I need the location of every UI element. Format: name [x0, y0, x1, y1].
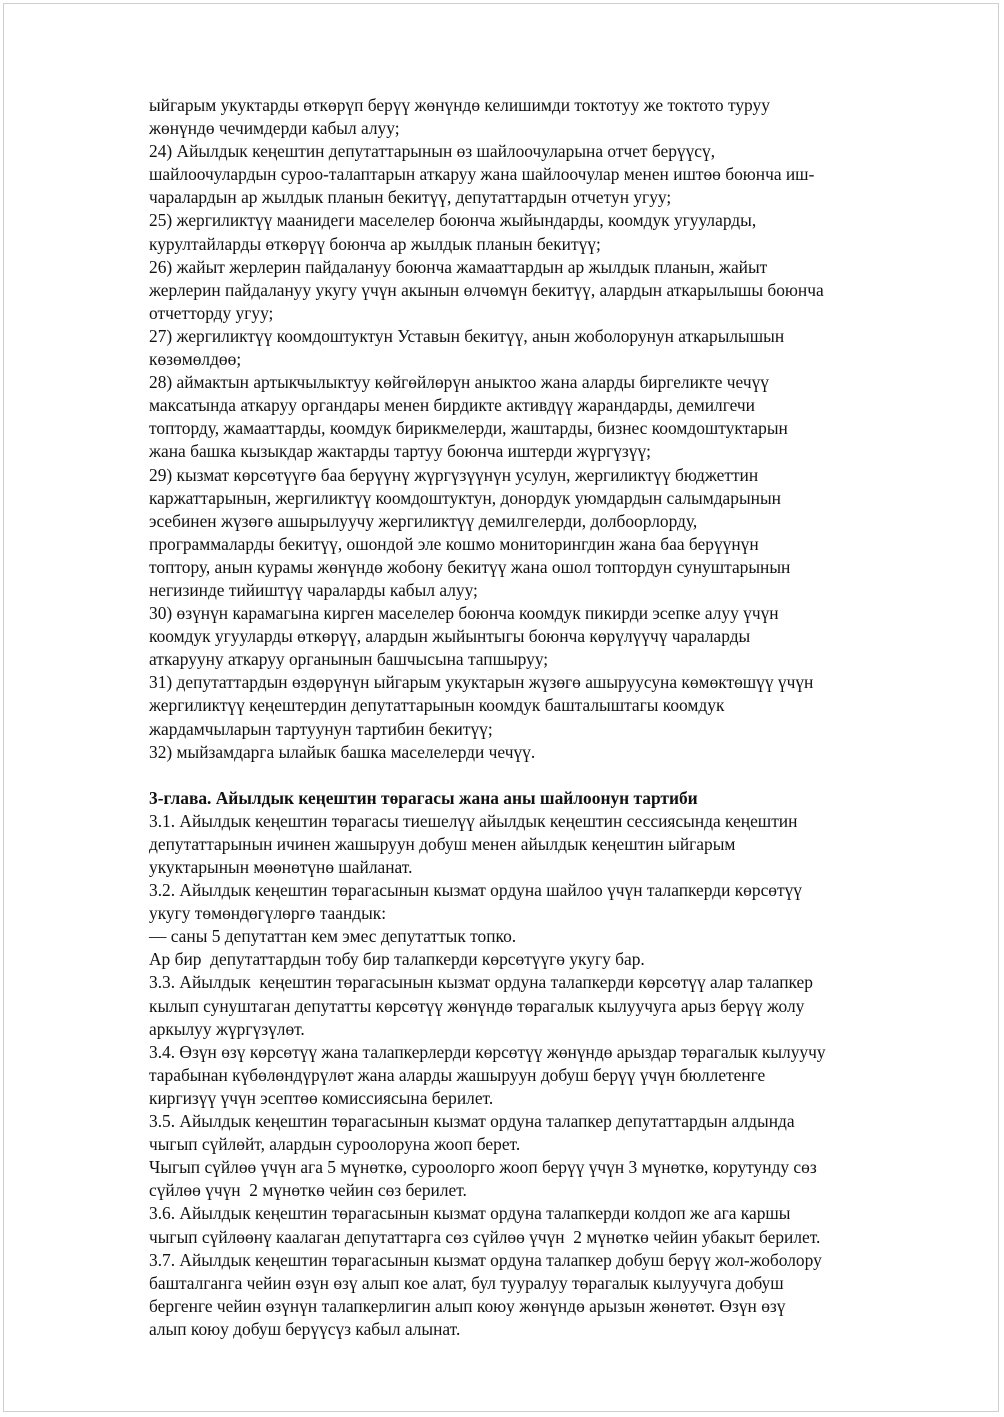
text-line: алып коюу добуш берүүсүз кабыл алынат.	[149, 1318, 461, 1339]
text-line: көзөмөлдөө;	[149, 349, 242, 370]
text-line: отчетторду угуу;	[149, 302, 274, 323]
text-line: депутаттарынын ичинен жашыруун добуш менен айылдык кеңештин ыйгарым	[149, 833, 736, 854]
text-line: чыгып сүйлөөнү каалаган депутаттарга сөз сүйлөө үчүн 2 мүнөткө чейин убакыт берилет.	[149, 1226, 821, 1247]
text-line: 3.1. Айылдык кеңештин төрагасы тиешелүү айылдык кеңештин сессиясында кеңештин	[149, 810, 798, 831]
text-line: аткарууну аткаруу органынын башчысына тапшыруу;	[149, 649, 549, 670]
text-line: 3.4. Өзүн өзү көрсөтүү жана талапкерлерди көрсөтүү жөнүндө арыздар төрагалык кылуучу	[149, 1041, 826, 1062]
text-line: топторду, жамааттарды, коомдук бирикмелерди, жаштарды, бизнес коомдоштуктарын	[149, 418, 788, 439]
text-line: Чыгып сүйлөө үчүн ага 5 мүнөткө, суроолорго жооп берүү үчүн 3 мүнөткө, корутунду сөз	[149, 1157, 817, 1178]
text-line: шайлоочулардын суроо-талаптарын аткаруу жана шайлоочулар менен иштөө боюнча иш-	[149, 164, 815, 185]
text-line: тарабынан күбөлөндүрүлөт жана аларды жашыруун добуш берүү үчүн бюллетенге	[149, 1064, 766, 1085]
chapter-section	[149, 810, 949, 1341]
text-line: 29) кызмат көрсөтүүгө баа берүүнү жүргүзүүнүн усулун, жергиликтүү бюджеттин	[149, 464, 759, 485]
text-line: бергенге чейин өзүнүн талапкерлигин алып коюу жөнүндө арызын жөнөтөт. Өзүн өзү	[149, 1295, 786, 1316]
text-line: башталганга чейин өзүн өзү алып кое алат, бул тууралуу төрагалык кылуучуга добуш	[149, 1272, 784, 1293]
text-line: жардамчыларын тартуунун тартибин бекитүү;	[149, 718, 493, 739]
text-line: топтору, анын курамы жөнүндө жобону бекитүү жана ошол топтордун сунуштарынын	[149, 556, 791, 577]
text-line: 28) аймактын артыкчылыктуу көйгөйлөрүн аныктоо жана аларды биргеликте чечүү	[149, 372, 769, 393]
section-gap	[149, 764, 949, 787]
text-line: жана башка кызыкдар жактарды тартуу боюнча иштерди жүргүзүү;	[149, 441, 651, 462]
text-line: 25) жергиликтүү маанидеги маселелер боюнча жыйындарды, коомдук угууларды,	[149, 210, 757, 231]
text-line: кылып сунуштаган депутатты көрсөтүү жөнүндө төрагалык кылуучуга арыз берүү жолу	[149, 995, 805, 1016]
text-line: 32) мыйзамдарга ылайык башка маселелерди чечүү.	[149, 741, 536, 762]
text-line: 3.2. Айылдык кеңештин төрагасынын кызмат ордуна шайлоо үчүн талапкерди көрсөтүү	[149, 880, 802, 901]
text-line: эсебинен жүзөгө ашырылуучу жергиликтүү демилгелерди, долбоорлорду,	[149, 510, 698, 531]
text-line: ыйгарым укуктарды өткөрүп берүү жөнүндө келишимди токтотуу же токтото туруу	[149, 95, 770, 115]
text-line: 24) Айылдык кеңештин депутаттарынын өз шайлоочуларына отчет берүүсү,	[149, 141, 716, 162]
text-line: укуктарынын мөөнөтүнө шайланат.	[149, 857, 413, 877]
text-line: 31) депутаттардын өздөрүнүн ыйгарым укуктарын жүзөгө ашыруусуна көмөктөшүү үчүн	[149, 672, 814, 693]
text-line: — саны 5 депутаттан кем эмес депутаттык топко.	[149, 926, 517, 947]
text-line: курултайларды өткөрүү боюнча ар жылдык планын бекитүү;	[149, 233, 601, 254]
text-line: сүйлөө үчүн 2 мүнөткө чейин сөз берилет.	[149, 1180, 467, 1201]
document-body	[149, 94, 949, 1341]
text-line: программаларды бекитүү, ошондой эле кошмо мониторингдин жана баа берүүнүн	[149, 533, 759, 554]
text-line: 3.7. Айылдык кеңештин төрагасынын кызмат ордуна талапкер добуш берүү жол-жоболору	[149, 1249, 822, 1270]
text-line: аркылуу жүргүзүлөт.	[149, 1018, 305, 1039]
text-line: каржаттарынын, жергиликтүү коомдоштуктун, донордук уюмдардын салымдарынын	[149, 487, 781, 508]
text-line: 27) жергиликтүү коомдоштуктун Уставын бекитүү, анын жоболорунун аткарылышын	[149, 325, 785, 346]
text-line: 30) өзүнүн карамагына кирген маселелер боюнча коомдук пикирди эсепке алуу үчүн	[149, 603, 779, 624]
text-line: жерлерин пайдалануу укугу үчүн акынын өлчөмүн бекитүү, алардын аткарылышы боюнча	[149, 279, 824, 300]
text-line: чыгып сүйлөйт, алардын суроолоруна жооп берет.	[149, 1134, 521, 1155]
text-line: чаралардын ар жылдык планын бекитүү, депутаттардын отчетун угуу;	[149, 187, 672, 208]
text-line: жергиликтүү кеңештердин депутаттарынын коомдук башталыштагы коомдук	[149, 695, 725, 716]
text-line: 3.5. Айылдык кеңештин төрагасынын кызмат ордуна талапкер депутаттардын алдында	[149, 1111, 795, 1132]
text-line: 3.6. Айылдык кеңештин төрагасынын кызмат ордуна талапкерди колдоп же ага каршы	[149, 1203, 791, 1224]
list-section	[149, 94, 949, 764]
text-line: киргизүү үчүн эсептөө комиссиясына берилет.	[149, 1087, 494, 1108]
text-line: негизинде тийиштүү чараларды кабыл алуу;	[149, 579, 478, 600]
chapter-heading: 3-глава. Айылдык кеңештин төрагасы жана аны шайлоонун тартиби	[149, 787, 698, 808]
text-line: 26) жайыт жерлерин пайдалануу боюнча жамааттардын ар жылдык планын, жайыт	[149, 256, 768, 277]
document-page	[3, 3, 999, 1412]
text-line: коомдук угууларды өткөрүү, алардын жыйынтыгы боюнча көрүлүүчү чараларды	[149, 626, 751, 647]
text-line: укугу төмөндөгүлөргө таандык:	[149, 903, 387, 924]
text-line: 3.3. Айылдык кеңештин төрагасынын кызмат ордуна талапкерди көрсөтүү алар талапкер	[149, 972, 813, 993]
text-line: Ар бир депутаттардын тобу бир талапкерди көрсөтүүгө укугу бар.	[149, 949, 645, 970]
text-line: максатында аткаруу органдары менен бирдикте активдүү жарандарды, демилгечи	[149, 395, 755, 416]
text-line: жөнүндө чечимдерди кабыл алуу;	[149, 118, 400, 139]
